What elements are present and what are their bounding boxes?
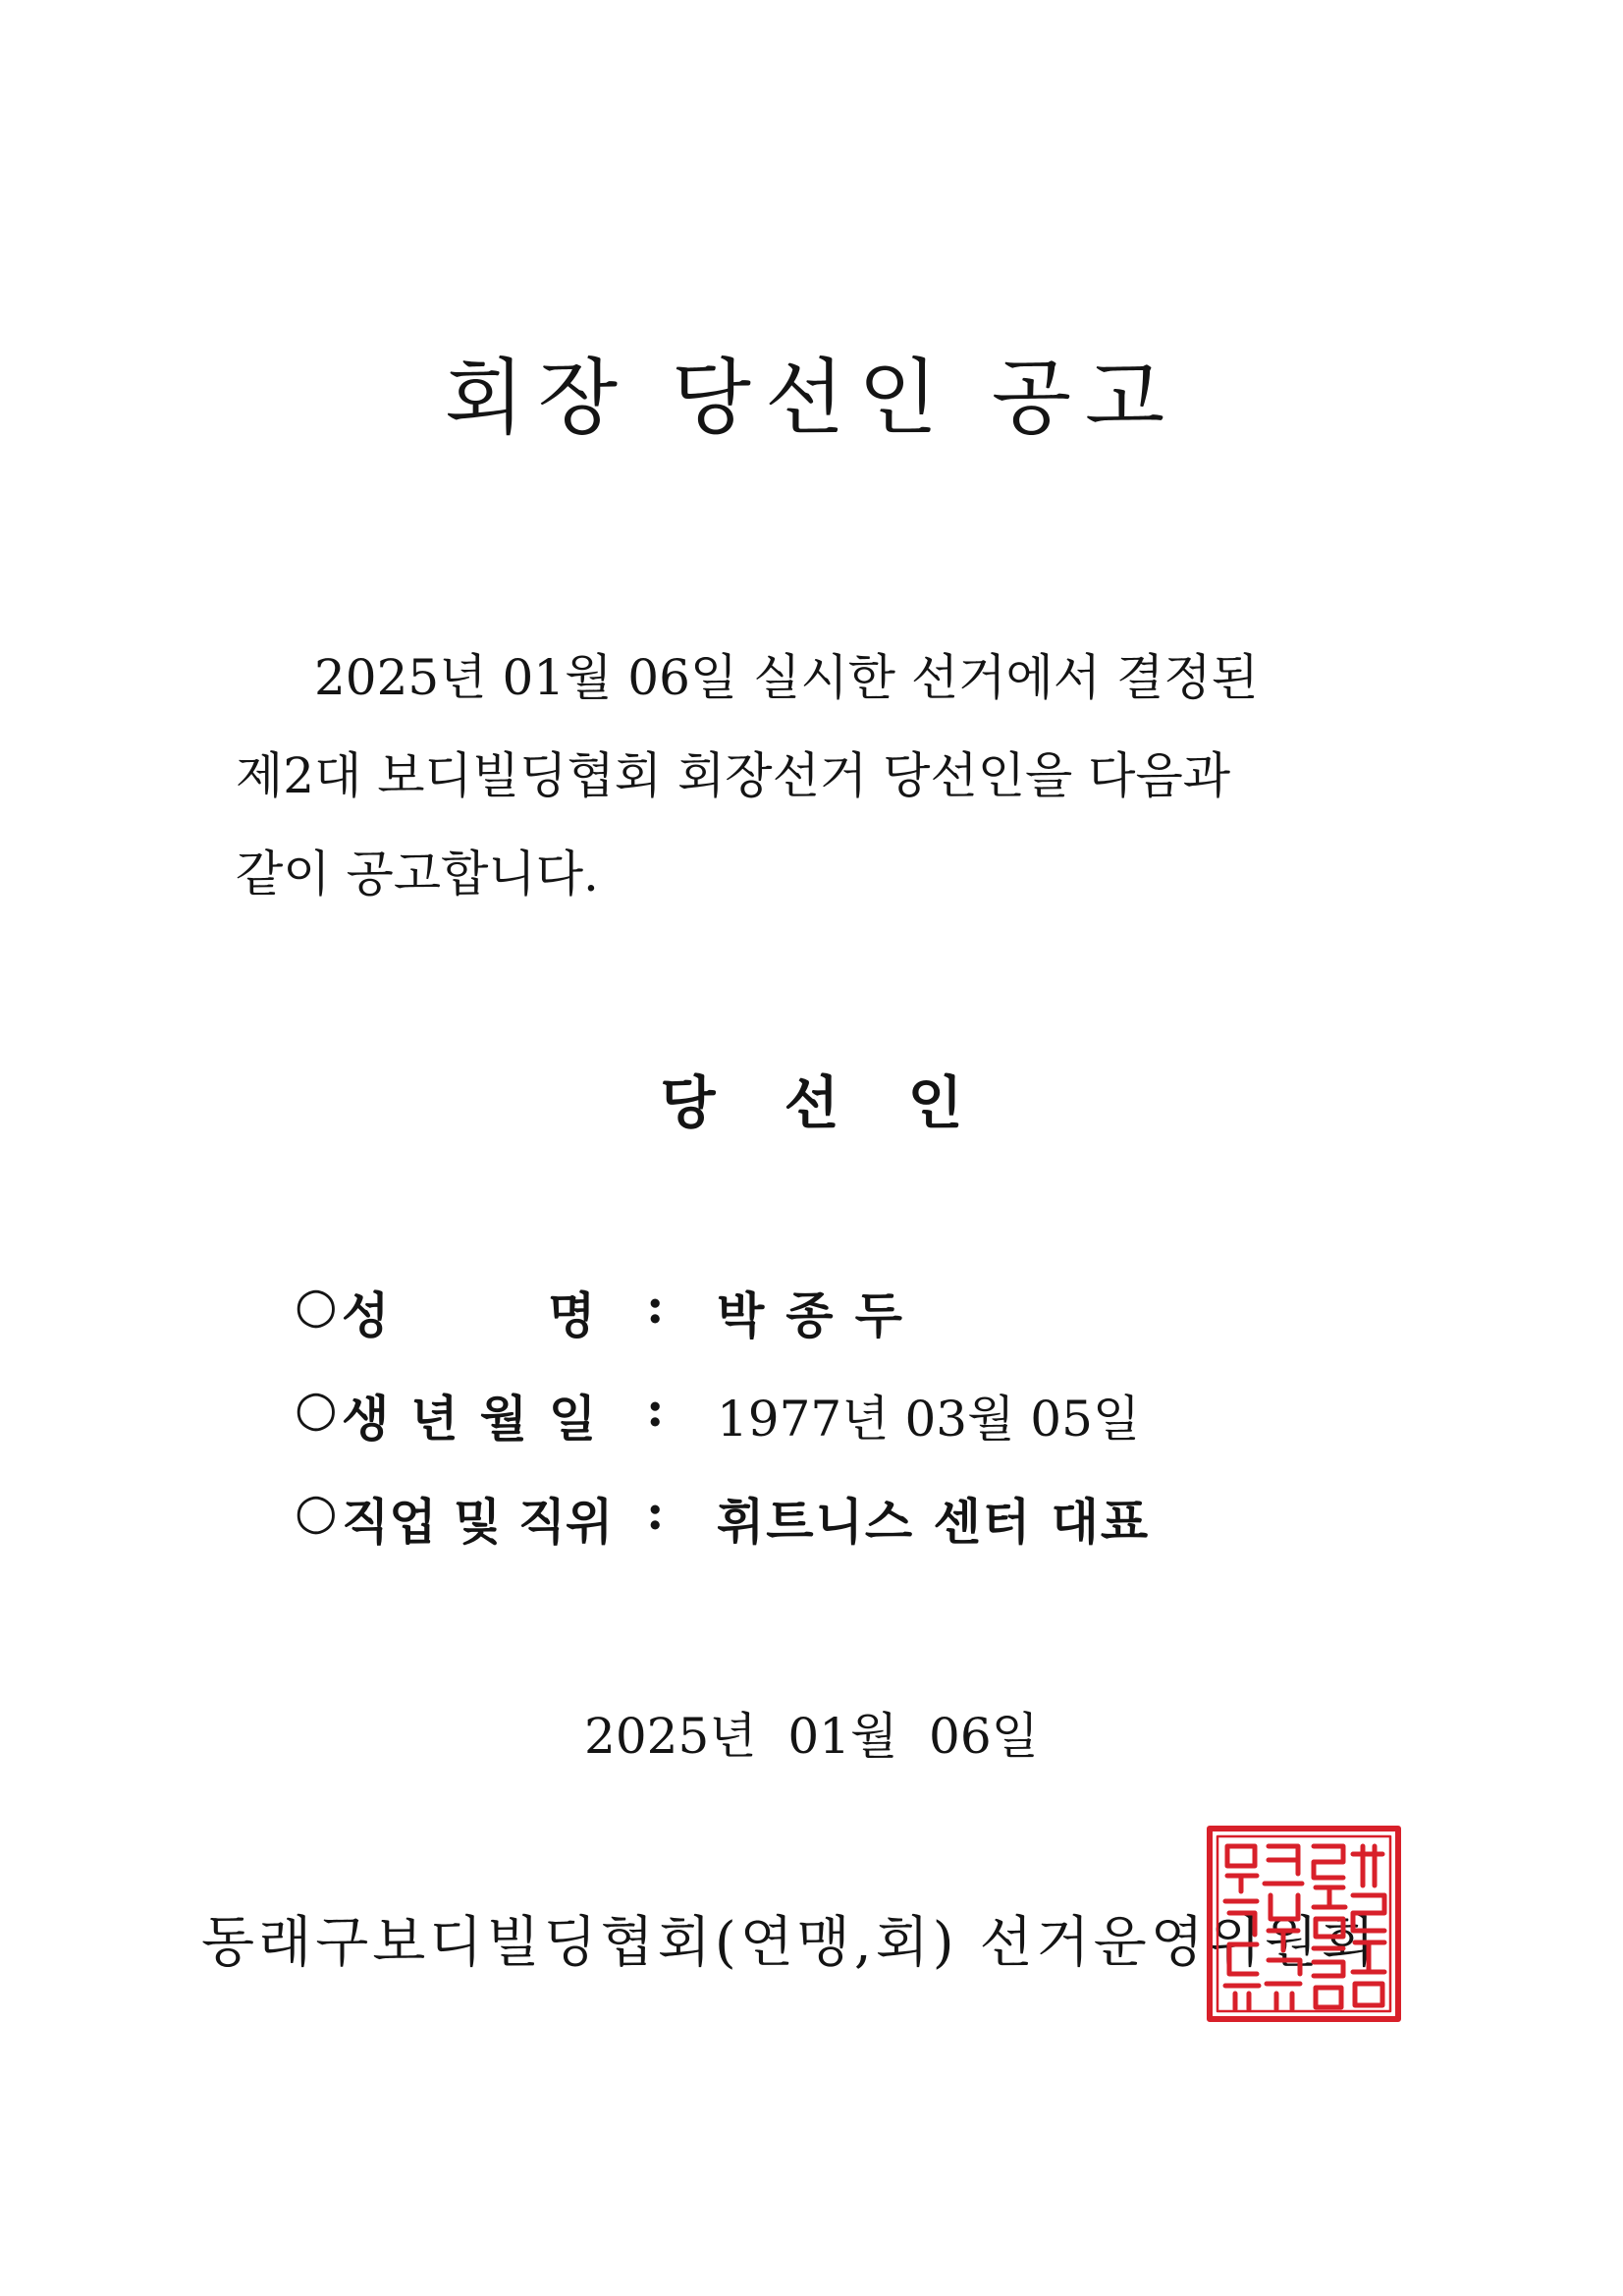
body-line-2: 제2대 보디빌딩협회 회장선거 당선인을 다음과	[236, 747, 1231, 804]
detail-label-occupation: 직업 및 직위	[342, 1493, 614, 1551]
detail-label-birthdate: 생년월일	[342, 1390, 619, 1448]
announcement-date: 2025년 01월 06일	[584, 1708, 1039, 1765]
circle-bullet-icon: ○	[295, 1277, 338, 1334]
detail-value-birthdate: 1977년 03월 05일	[717, 1391, 1141, 1448]
body-line-3: 같이 공고합니다.	[236, 846, 599, 902]
detail-label-name-part1: 성	[342, 1286, 390, 1344]
body-line-1: 2025년 01월 06일 실시한 선거에서 결정된	[314, 649, 1259, 706]
document-title: 회장 당선인 공고	[444, 350, 1179, 446]
organization-name: 동래구보디빌딩협회(연맹,회) 선거운영위원회	[201, 1911, 1380, 1975]
section-heading: 당선인	[660, 1069, 1032, 1136]
detail-label-name-part2: 명	[548, 1286, 596, 1344]
detail-value-occupation: 휘트니스 센터 대표	[717, 1493, 1151, 1551]
circle-bullet-icon: ○	[295, 1483, 338, 1540]
detail-colon: :	[646, 1277, 665, 1335]
detail-colon: :	[646, 1380, 665, 1438]
official-seal-icon	[1206, 1825, 1402, 2023]
detail-colon: :	[646, 1483, 665, 1541]
body-paragraph	[236, 629, 1259, 923]
detail-value-name: 박종두	[717, 1286, 924, 1344]
circle-bullet-icon: ○	[295, 1380, 338, 1437]
